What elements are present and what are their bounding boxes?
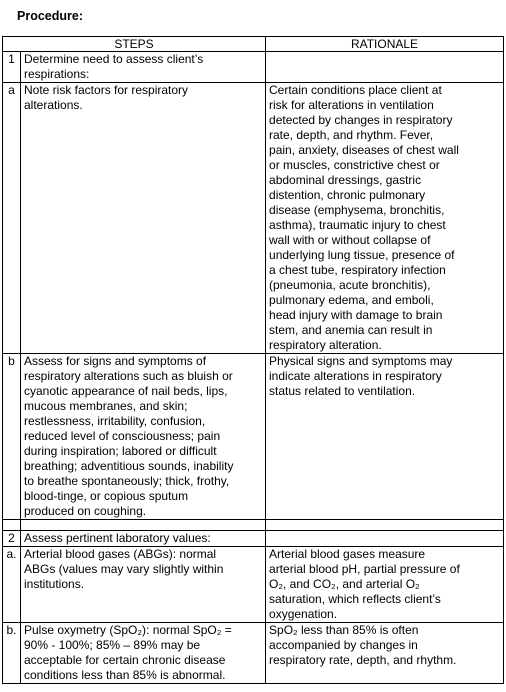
procedure-table — [2, 36, 504, 684]
row-index: a. — [3, 547, 21, 623]
row-index: b — [3, 354, 21, 520]
row-index: 2 — [3, 531, 21, 547]
step-cell: Assess for signs and symptoms of respiratory alterations such as bluish or cyanotic appearance of nail beds, lips, mucous membranes, and skin; restlessness, irritability, confusion, reduced level of consciousness; pain during inspiration; labored or difficult breathing; adventitious sounds, inability to breathe spontaneously; thick, frothy, blood-tinge, or copious sputum produced on coughing. — [21, 354, 266, 520]
table-header-row — [3, 37, 504, 52]
step-cell: Pulse oxymetry (SpO₂): normal SpO₂ = 90% - 100%; 85% – 89% may be acceptable for certain chronic disease conditions less than 85% is abnormal. — [21, 623, 266, 684]
procedure-heading: Procedure: — [17, 9, 83, 23]
spacer-cell — [21, 520, 266, 531]
step-cell: Determine need to assess client’s respirations: — [21, 52, 266, 83]
rationale-cell — [266, 531, 504, 547]
steps-column-header: STEPS — [3, 37, 266, 52]
spacer-cell — [3, 520, 21, 531]
rationale-cell: Certain conditions place client at risk for alterations in ventilation detected by changes in respiratory rate, depth, and rhythm. Fever, pain, anxiety, diseases of chest wall or muscles, constrictive chest or abdominal dressings, gastric distention, chronic pulmonary disease (emphysema, bronchitis, asthma), traumatic injury to chest wall with or without collapse of underlying lung tissue, presence of a chest tube, respiratory infection (pneumonia, acute bronchitis), pulmonary edema, and emboli, head injury with damage to brain stem, and anemia can result in respiratory alteration. — [266, 83, 504, 354]
table-row — [3, 531, 504, 547]
rationale-cell: Arterial blood gases measure arterial blood pH, partial pressure of O₂, and CO₂, and arterial O₂ saturation, which reflects client’s oxygenation. — [266, 547, 504, 623]
row-index: b. — [3, 623, 21, 684]
table-row — [3, 547, 504, 623]
rationale-column-header: RATIONALE — [266, 37, 504, 52]
rationale-cell: SpO₂ less than 85% is often accompanied by changes in respiratory rate, depth, and rhythm. — [266, 623, 504, 684]
table-row — [3, 83, 504, 354]
table-row — [3, 52, 504, 83]
rationale-cell: Physical signs and symptoms may indicate alterations in respiratory status related to ventilation. — [266, 354, 504, 520]
table-row — [3, 354, 504, 520]
spacer-cell — [266, 520, 504, 531]
step-cell: Assess pertinent laboratory values: — [21, 531, 266, 547]
rationale-cell — [266, 52, 504, 83]
row-index: a — [3, 83, 21, 354]
step-cell: Note risk factors for respiratory alterations. — [21, 83, 266, 354]
row-index: 1 — [3, 52, 21, 83]
spacer-row — [3, 520, 504, 531]
step-cell: Arterial blood gases (ABGs): normal ABGs (values may vary slightly within institutions. — [21, 547, 266, 623]
table-row — [3, 623, 504, 684]
